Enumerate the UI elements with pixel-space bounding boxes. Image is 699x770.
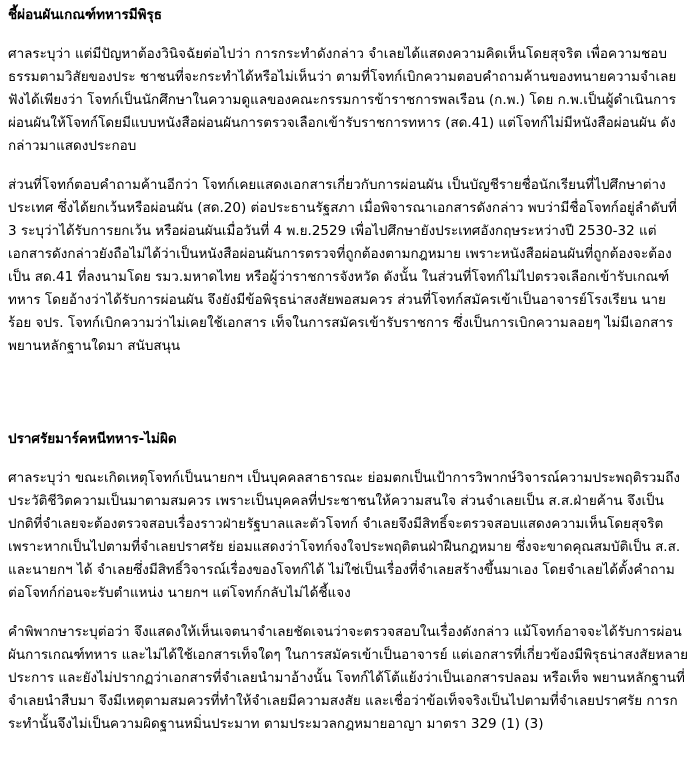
section-spacer bbox=[8, 374, 689, 428]
paragraph-conscription-deferral-1: ศาลระบุว่า แต่มีปัญหาต้องวินิจฉัยต่อไปว่า การกระทำดังกล่าว จำเลยได้แสดงความคิดเห็นโดยสุจริต เพื่อความชอบธรรมตามวิสัยของประ ชาชนที่จะกระทำได้หรือไม่เห็นว่า ตามที่โจทก์เบิกความตอบคำถามค้านของทนายความจำเลย ฟังได้เพียงว่า โจทก์เป็นนักศึกษาในความดูแลของคณะกรรมการข้าราชการพลเรือน (ก.พ.) โดย ก.พ.เป็นผู้ดำเนินการผ่อนผันให้โจทก์โดยมีแบบหนังสือผ่อนผันการตรวจเลือกเข้ารับราชการทหาร (สด.41) แต่โจทก์ไม่มีหนังสือผ่อนผัน ดังกล่าวมาแสดงประกอบ bbox=[8, 46, 677, 154]
paragraph-conscription-deferral-2: ส่วนที่โจทก์ตอบคำถามค้านอีกว่า โจทก์เคยแสดงเอกสารเกี่ยวกับการผ่อนผัน เป็นบัญชีรายชื่อนักเรียนที่ไปศึกษาต่างประเทศ ซึ่งได้ยกเว้นหรือผ่อนผัน (สด.20) ต่อประธานรัฐสภา เมื่อพิจารณาเอกสารดังกล่าว พบว่ามีชื่อโจทก์อยู่ลำดับที่ 3 ระบุว่าได้รับการยกเว้น หรือผ่อนผันเมื่อวันที่ 4 พ.ย.2529 เพื่อไปศึกษายังประเทศอังกฤษระหว่างปี 2530-32 แต่เอกสารดังกล่าวยังถือไม่ได้ว่าเป็นหนังสือผ่อนผันการตรวจที่ถูกต้องตามกฎหมาย เพราะหนังสือผ่อนผันที่ถูกต้องจะต้องเป็น สด.41 ที่ลงนามโดย รมว.มหาดไทย หรือผู้ว่าราชการจังหวัด ดังนั้น ในส่วนที่โจทก์ไม่ไปตรวจเลือกเข้ารับเกณฑ์ทหาร โดยอ้างว่าได้รับการผ่อนผัน จึงยังมีข้อพิรุธน่าสงสัยพอสมควร ส่วนที่โจทก์สมัครเข้าเป็นอาจารย์โรงเรียน นายร้อย จปร. โจทก์เบิกความว่าไม่เคยใช้เอกสาร เท็จในการสมัครเข้ารับราชการ ซึ่งเป็นการเบิกความลอยๆ ไม่มีเอกสารพยานหลักฐานใดมา สนับสนุน bbox=[8, 177, 677, 354]
section-heading-speech-not-guilty: ปราศรัยมาร์คหนีทหาร-ไม่ผิด bbox=[8, 431, 177, 447]
paragraph-speech-not-guilty-2: คำพิพากษาระบุต่อว่า จึงแสดงให้เห็นเจตนาจำเลยชัดเจนว่าจะตรวจสอบในเรื่องดังกล่าว แม้โจทก์อาจจะได้รับการผ่อนผันการเกณฑ์ทหาร และไม่ได้ใช้เอกสารเท็จใดๆ ในการสมัครเข้าเป็นอาจารย์ แต่เอกสารที่เกี่ยวข้องมีพิรุธน่าสงสัยหลายประการ และยังไม่ปรากฏว่าเอกสารที่จำเลยนำมาอ้างนั้น โจทก์ได้โต้แย้งว่าเป็นเอกสารปลอม หรือเท็จ พยานหลักฐานที่จำเลยนำสืบมา จึงมีเหตุตามสมควรที่ทำให้จำเลยมีความสงสัย และเชื่อว่าข้อเท็จจริงเป็นไปตามที่จำเลยปราศรัย การกระทำนั้นจึงไม่เป็นความผิดฐานหมิ่นประมาท ตามประมวลกฎหมายอาญา มาตรา 329 (1) (3) bbox=[8, 624, 689, 732]
section-heading-conscription-deferral: ชี้ผ่อนผันเกณฑ์ทหารมีพิรุธ bbox=[8, 7, 162, 23]
paragraph-speech-not-guilty-1: ศาลระบุว่า ขณะเกิดเหตุโจทก์เป็นนายกฯ เป็นบุคคลสาธารณะ ย่อมตกเป็นเป้าการวิพากษ์วิจารณ์ความประพฤติรวมถึงประวัติชีวิตความเป็นมาตามสมควร เพราะเป็นบุคคลที่ประชาชนให้ความสนใจ ส่วนจำเลยเป็น ส.ส.ฝ่ายค้าน จึงเป็นปกติที่จำเลยจะต้องตรวจสอบเรื่องราวฝ่ายรัฐบาลและตัวโจทก์ จำเลยจึงมีสิทธิ์จะตรวจสอบแสดงความเห็นโดยสุจริต เพราะหากเป็นไปตามที่จำเลยปราศรัย ย่อมแสดงว่าโจทก์จงใจประพฤติตนฝ่าฝืนกฎหมาย ซึ่งจะขาดคุณสมบัติเป็น ส.ส. และนายกฯ ได้ จำเลยซึ่งมีสิทธิ์วิจารณ์เรื่องของโจทก์ได้ ไม่ใช่เป็นเรื่องที่จำเลยสร้างขึ้นมาเอง โดยจำเลยได้ตั้งคำถามต่อโจทก์ก่อนจะรับตำแหน่ง นายกฯ แต่โจทก์กลับไม่ได้ชี้แจง bbox=[8, 470, 681, 601]
